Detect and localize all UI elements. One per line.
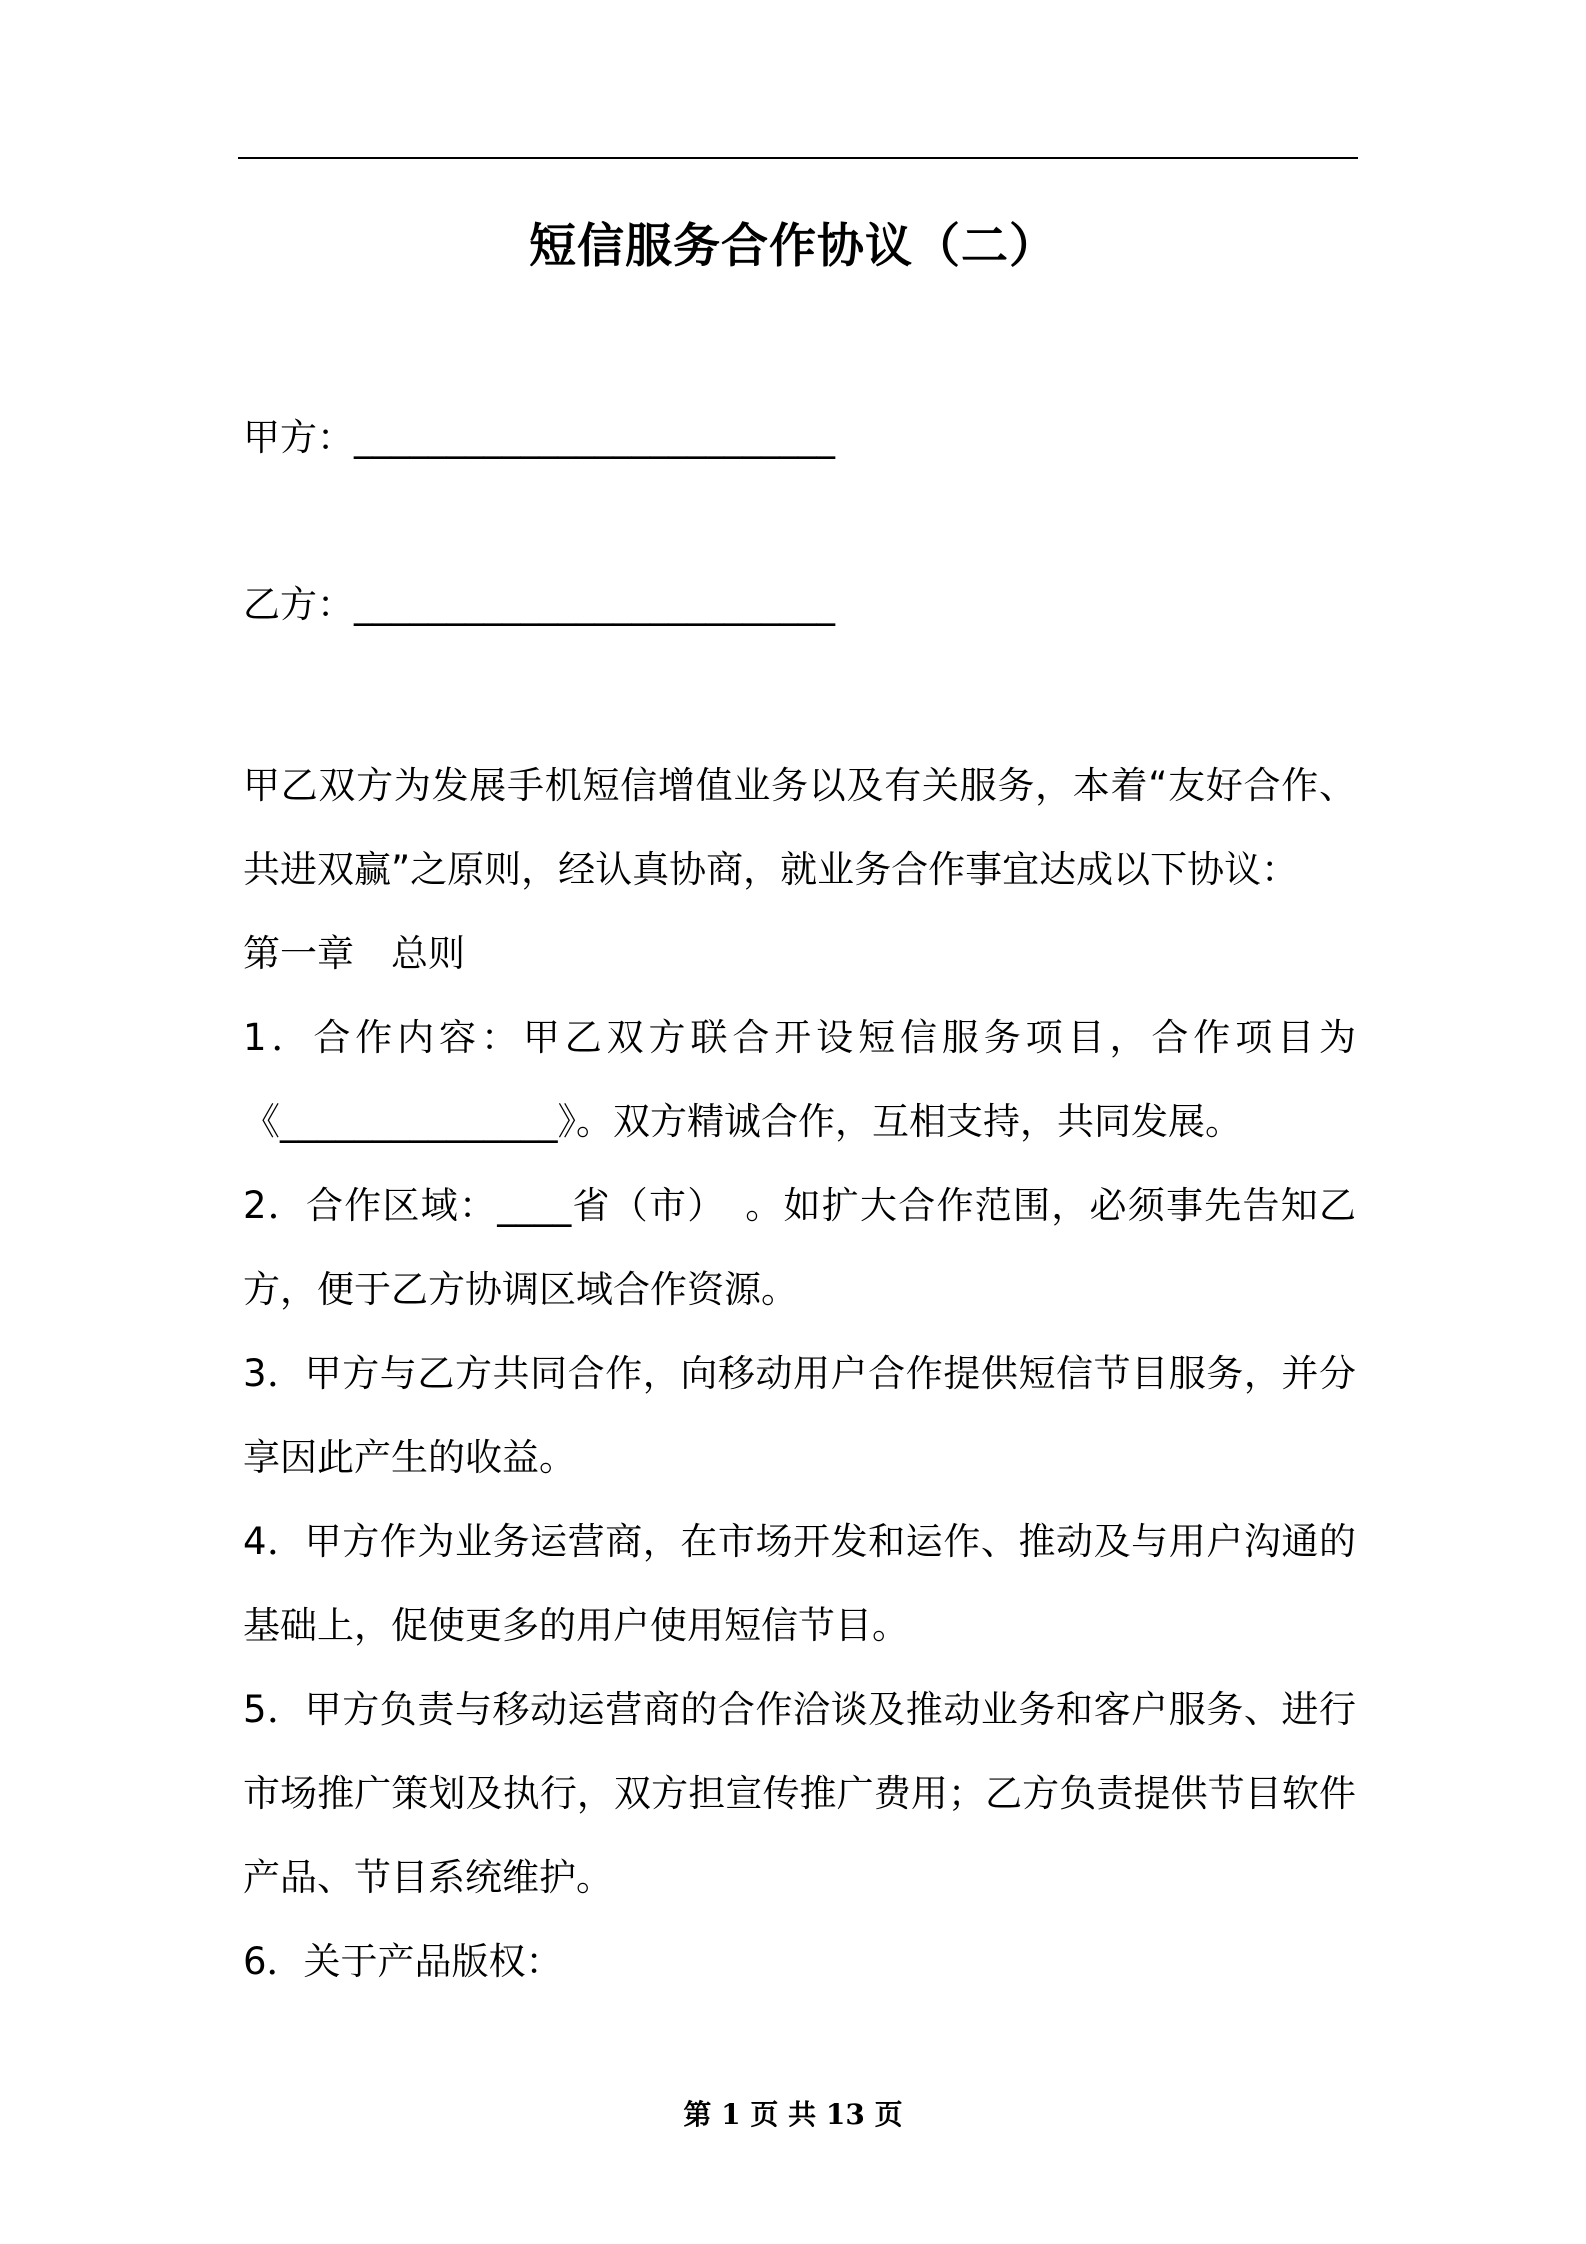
party-a-line: 甲方：__________________________ [243, 416, 835, 459]
clause-2: 2．合作区域：____省（市） 。如扩大合作范围，必须事先告知乙方，便于乙方协调区域合作资源。 [243, 1184, 1356, 1311]
page-number-footer: 第 1 页 共 13 页 [683, 2098, 903, 2131]
document-title: 短信服务合作协议（二） [529, 219, 1057, 274]
intro-paragraph: 甲乙双方为发展手机短信增值业务以及有关服务，本着“友好合作、共进双赢”之原则，经认真协商，就业务合作事宜达成以下协议： [243, 764, 1356, 891]
clause-4: 4．甲方作为业务运营商，在市场开发和运作、推动及与用户沟通的基础上，促使更多的用户使用短信节目。 [243, 1520, 1356, 1647]
document-body [243, 744, 1356, 2004]
clause-1: 1．合作内容：甲乙双方联合开设短信服务项目，合作项目为《_______________》。双方精诚合作，互相支持，共同发展。 [243, 1016, 1356, 1143]
party-b-line: 乙方：__________________________ [243, 583, 835, 626]
header-rule [238, 157, 1358, 159]
clause-5: 5．甲方负责与移动运营商的合作洽谈及推动业务和客户服务、进行市场推广策划及执行，双方担宣传推广费用；乙方负责提供节目软件产品、节目系统维护。 [243, 1688, 1356, 1899]
chapter-heading: 第一章 总则 [243, 932, 465, 975]
clause-3: 3．甲方与乙方共同合作，向移动用户合作提供短信节目服务，并分享因此产生的收益。 [243, 1352, 1356, 1479]
clause-6: 6．关于产品版权： [243, 1940, 563, 1983]
